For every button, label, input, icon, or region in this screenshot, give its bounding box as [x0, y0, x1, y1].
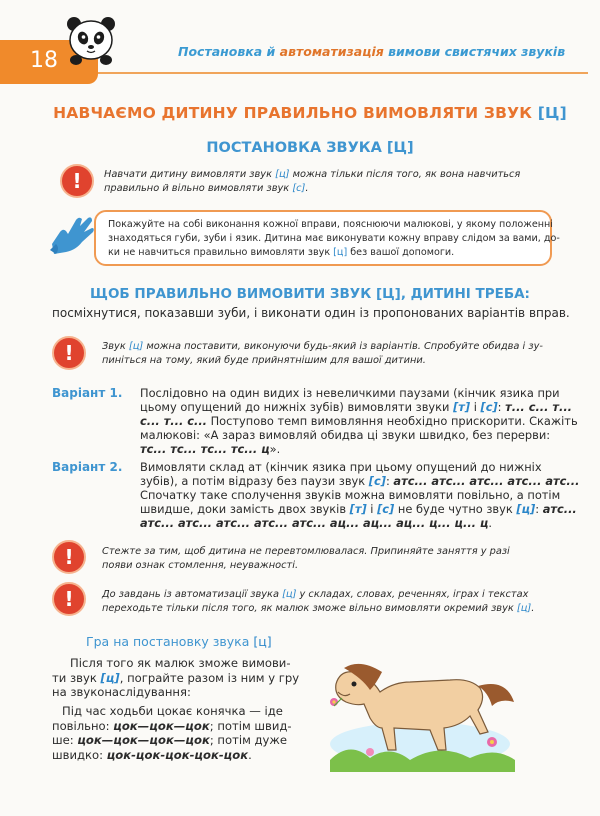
variant-1-text: Послідовно на один видих із невеличкими паузами (кінчик язика при цьому опущений до нижніх зубів) вимовляти звуки [т] і [с]: т... с... т... с... т... с... Поступово темп вимовляння необхідно прискорити. Скажіть малюкові: «А зараз вимовляй обидва ці звуки швидко, без перерви: тс... тс... тс... тс... ц».	[140, 386, 578, 456]
exclamation-icon: !	[52, 540, 86, 574]
note-fatigue: Стежте за тим, щоб дитина не перевтомлювалася. Припиняйте заняття у разі появи ознак стомлення, неуважності.	[102, 546, 510, 571]
exclamation-icon: !	[52, 336, 86, 370]
variant-2-label: Варіант 2.	[52, 460, 123, 474]
game-description: Під час ходьби цокає конячка — іде повільно: цок—цок—цок; потім швид- ше: цок—цок—цок—цок; потім дуже швидко: цок-цок-цок-цок-цок.	[52, 704, 292, 762]
section-intro: посміхнутися, показавши зуби, і виконати один із пропонованих варіантів вправ.	[52, 306, 570, 320]
section-subtitle: ПОСТАНОВКА ЗВУКА [Ц]	[206, 140, 414, 156]
section-title: ЩОБ ПРАВИЛЬНО ВИМОВИТИ ЗВУК [Ц], ДИТИНІ ТРЕБА:	[90, 286, 530, 302]
variant-1-label: Варіант 1.	[52, 386, 123, 400]
header-divider	[98, 72, 588, 74]
panda-icon	[62, 14, 120, 68]
note-prerequisite: Навчати дитину вимовляти звук [ц] можна тільки після того, як вона навчиться правильно й вільно вимовляти звук [с].	[104, 169, 521, 194]
note-variants: Звук [ц] можна поставити, виконуючи будь-який із варіантів. Спробуйте обидва і зу- пиніться на тому, який буде прийнятнішим для вашої дитини.	[102, 341, 543, 366]
hand-icon	[46, 214, 96, 260]
exclamation-icon: !	[60, 164, 94, 198]
instruction-box: Покажуйте на собі виконання кожної вправи, пояснюючи малюкові, у якому положенні знаходяться губи, зуби і язик. Дитина має виконувати кожну вправу слідом за вами, до- ки не навчиться правильно вимовляти звук [ц] без вашої допомоги.	[94, 210, 552, 266]
game-intro: Після того як малюк зможе вимови- ти звук [ц], пограйте разом із ним у гру на звуконаслідування:	[52, 656, 300, 699]
game-title: Гра на постановку звука [ц]	[86, 634, 272, 649]
horse-icon	[310, 632, 522, 772]
note-automation: До завдань із автоматизації звука [ц] у складах, словах, реченнях, іграх і текстах переходьте тільки після того, як малюк зможе вільно вимовляти окремий звук [ц].	[102, 589, 535, 614]
page-number: 18	[30, 48, 58, 73]
page-title: НАВЧАЄМО ДИТИНУ ПРАВИЛЬНО ВИМОВЛЯТИ ЗВУК [Ц]	[53, 104, 567, 122]
exclamation-icon: !	[52, 582, 86, 616]
variant-2-text: Вимовляти склад ат (кінчик язика при цьому опущений до нижніх зубів), а потім відразу без паузи звук [с]: атс... атс... атс... атс... атс... Спочатку таке сполучення звуків можна вимовляти повільно, а потім швидше, доки замість двох звуків [т] і [с] не буде чутно звук [ц]: атс... атс... атс... атс... атс... атс... ац... ац... ац... ц... ц... ц.	[140, 460, 580, 530]
running-header: Постановка й автоматизація вимови свистячих звуків	[178, 44, 566, 59]
